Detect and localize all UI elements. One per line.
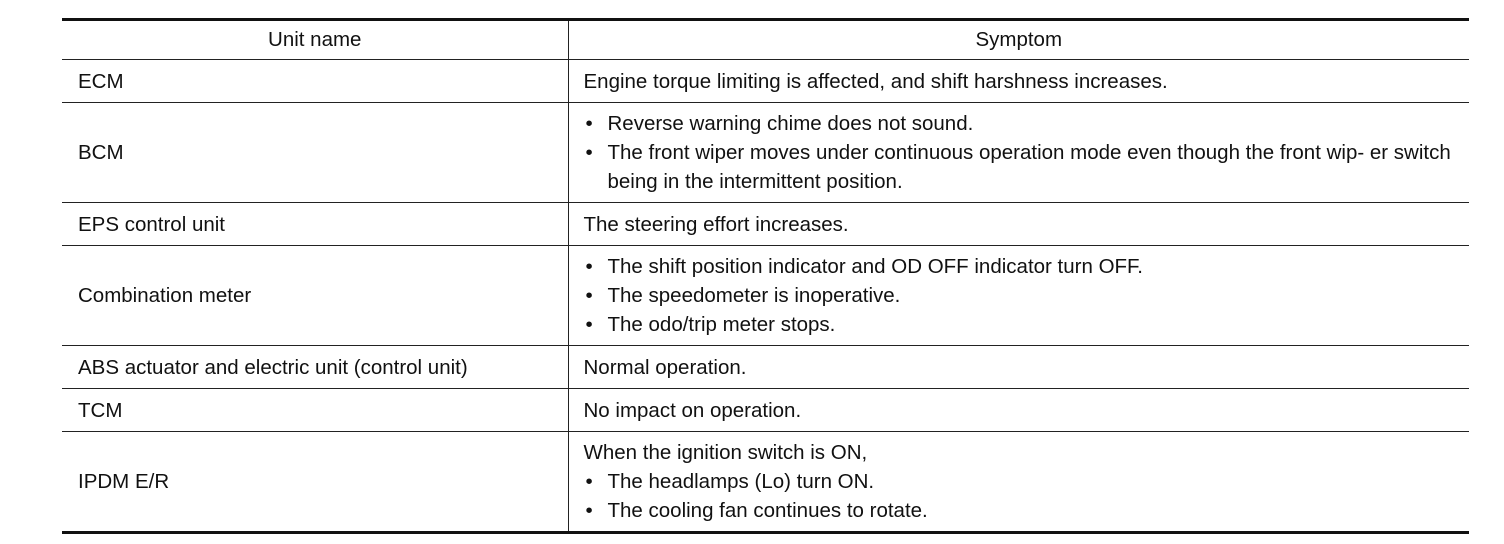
unit-name-cell: ECM [62, 60, 568, 103]
symptom-bullet-list [584, 109, 1462, 196]
symptom-bullet-item [584, 109, 1462, 138]
table-row [62, 60, 1469, 103]
table-row [62, 246, 1469, 346]
symptom-bullet-item [584, 310, 1462, 339]
symptom-bullet-item [584, 138, 1462, 196]
symptom-cell [568, 103, 1469, 203]
bullet-text: The cooling fan continues to rotate. [607, 499, 928, 522]
symptom-bullet-item [584, 496, 1462, 525]
table-header [62, 20, 1469, 60]
symptom-bullet-item [584, 252, 1462, 281]
bullet-text: The shift position indicator and OD OFF indicator turn OFF. [607, 255, 1143, 278]
symptom-cell [568, 432, 1469, 533]
symptom-table [62, 18, 1469, 534]
unit-name-cell: EPS control unit [62, 203, 568, 246]
table-row [62, 203, 1469, 246]
bullet-icon: • [585, 141, 593, 164]
table-row [62, 432, 1469, 533]
bullet-icon: • [585, 499, 593, 522]
symptom-text: The steering effort increases. [583, 212, 849, 236]
symptom-bullet-item [584, 467, 1462, 496]
unit-name-cell: Combination meter [62, 246, 568, 346]
bullet-text: The speedometer is inoperative. [607, 284, 901, 307]
table-row [62, 103, 1469, 203]
symptom-text: Normal operation. [583, 355, 747, 379]
bullet-icon: • [585, 112, 593, 135]
header-row [62, 20, 1469, 60]
bullet-text: The headlamps (Lo) turn ON. [607, 470, 875, 493]
symptom-cell [568, 60, 1469, 103]
table-body [62, 60, 1469, 533]
header-symptom: Symptom [568, 20, 1469, 60]
symptom-cell [568, 346, 1469, 389]
symptom-bullet-item [584, 281, 1462, 310]
unit-name-cell: TCM [62, 389, 568, 432]
header-unit-name: Unit name [62, 20, 568, 60]
unit-name-cell: IPDM E/R [62, 432, 568, 533]
unit-name-cell: BCM [62, 103, 568, 203]
unit-name-cell: ABS actuator and electric unit (control unit) [62, 346, 568, 389]
bullet-text: The odo/trip meter stops. [607, 313, 836, 336]
bullet-text: Reverse warning chime does not sound. [607, 112, 974, 135]
bullet-icon: • [585, 313, 593, 336]
table-row [62, 346, 1469, 389]
symptom-cell [568, 246, 1469, 346]
bullet-icon: • [585, 470, 593, 493]
bullet-icon: • [585, 284, 593, 307]
symptom-text: No impact on operation. [583, 398, 802, 422]
bullet-icon: • [585, 255, 593, 278]
table-row [62, 389, 1469, 432]
symptom-cell [568, 203, 1469, 246]
symptom-bullet-list [584, 252, 1462, 339]
bullet-text: The front wiper moves under continuous operation mode even though the front wip- er switch being in the intermittent position. [607, 141, 1451, 193]
symptom-cell [568, 389, 1469, 432]
symptom-text: When the ignition switch is ON, [583, 441, 868, 464]
symptom-bullet-list [584, 467, 1462, 525]
symptom-text: Engine torque limiting is affected, and shift harshness increases. [583, 69, 1168, 93]
